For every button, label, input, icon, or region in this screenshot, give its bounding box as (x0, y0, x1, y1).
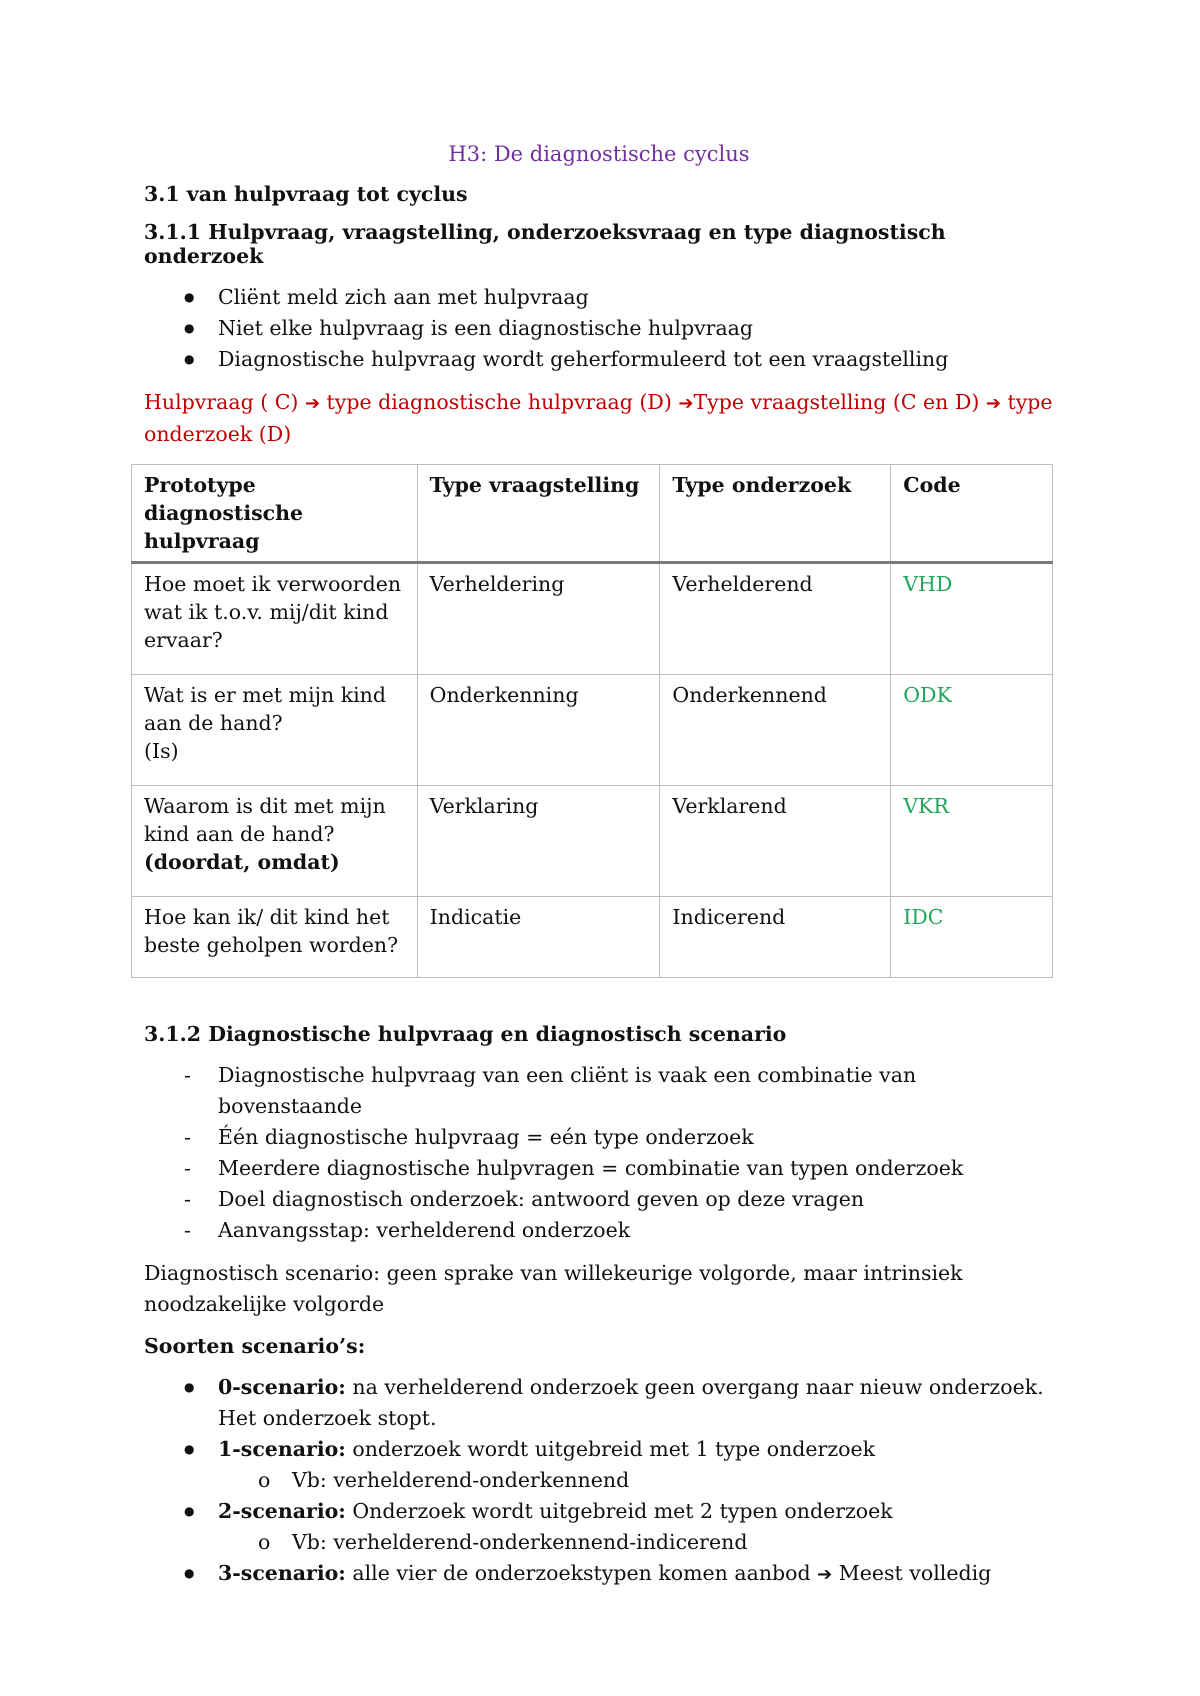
scenario-text: onderzoek wordt uitgebreid met 1 type onderzoek (345, 1437, 876, 1461)
section-heading-3-1-1: 3.1.1 Hulpvraag, vraagstelling, onderzoeksvraag en type diagnostisch onderzoek (144, 220, 946, 268)
list-item (144, 1558, 1054, 1590)
list-item: ● Niet elke hulpvraag is een diagnostische hulpvraag (144, 313, 1054, 344)
code-cell: VHD (891, 563, 1053, 675)
dash-list (144, 1060, 1054, 1246)
list-item (144, 1496, 1054, 1527)
question-text: Hoe moet ik verwoorden wat ik t.o.v. mij/dit kind ervaar? (144, 572, 402, 652)
flow-line (144, 387, 1054, 450)
scenario-text: na verhelderend onderzoek geen overgang naar nieuw onderzoek. Het onderzoek stopt. (218, 1375, 1044, 1430)
page-title: H3: De diagnostische cyclus (448, 142, 750, 166)
bullet-list-hulpvraag (144, 282, 1054, 375)
list-item: - Één diagnostische hulpvraag = eén type onderzoek (144, 1122, 1054, 1153)
section-heading-3-1: 3.1 van hulpvraag tot cyclus (144, 182, 468, 206)
table-cell: Onderkenning (417, 675, 660, 786)
question-text: Waarom is dit met mijn kind aan de hand? (144, 794, 386, 846)
code-cell: VKR (891, 786, 1053, 897)
flow-part: type diagnostische hulpvraag (D) (320, 390, 679, 414)
table-cell: Verklarend (660, 786, 891, 897)
list-item: ● Cliënt meld zich aan met hulpvraag (144, 282, 1054, 313)
table-cell: Indicatie (417, 897, 660, 978)
arrow-right-icon: ➔ (817, 1564, 833, 1585)
table-cell: Verklaring (417, 786, 660, 897)
flow-part: type onderzoek (D) (144, 390, 1053, 446)
question-text: Wat is er met mijn kind aan de hand? (144, 683, 387, 735)
scenario-list (144, 1496, 1054, 1527)
column-header: Type vraagstelling (417, 465, 660, 563)
list-item: ● Diagnostische hulpvraag wordt geherformuleerd tot een vraagstelling (144, 344, 1054, 375)
list-item: - Aanvangsstap: verhelderend onderzoek (144, 1215, 1054, 1246)
table-row (132, 563, 1053, 675)
code-cell: ODK (891, 675, 1053, 786)
scenario-text: Onderzoek wordt uitgebreid met 2 typen onderzoek (345, 1499, 893, 1523)
list-item: - Meerdere diagnostische hulpvragen = combinatie van typen onderzoek (144, 1153, 1054, 1184)
scenario-label: 3-scenario: (218, 1561, 346, 1585)
sub-list-item: o Vb: verhelderend-onderkennend (144, 1465, 1054, 1496)
column-header: Type onderzoek (660, 465, 891, 563)
arrow-right-icon: ➔ (304, 393, 321, 414)
scenario-label: 2-scenario: (218, 1499, 346, 1523)
table-row (132, 786, 1053, 897)
list-item: - Doel diagnostisch onderzoek: antwoord geven op deze vragen (144, 1184, 1054, 1215)
soorten-heading: Soorten scenario’s: (144, 1334, 366, 1358)
arrow-right-icon: ➔ (678, 393, 694, 414)
table-cell: Verheldering (417, 563, 660, 675)
table-cell: Onderkennend (660, 675, 891, 786)
sub-list (144, 1465, 1054, 1496)
code-cell: IDC (891, 897, 1053, 978)
scenario-label: 0-scenario: (218, 1375, 346, 1399)
column-header: Prototype diagnostische hulpvraag (132, 465, 418, 563)
list-item (144, 1372, 1054, 1434)
sub-list (144, 1527, 1054, 1558)
question-extra: (Is) (144, 739, 179, 763)
page-content (144, 142, 1054, 1590)
flow-part: Hulpvraag ( C) (144, 390, 305, 414)
table-cell (132, 563, 418, 675)
question-text: Hoe kan ik/ dit kind het beste geholpen worden? (144, 905, 399, 957)
scenario-list (144, 1372, 1054, 1465)
table-cell (132, 897, 418, 978)
table-row (132, 897, 1053, 978)
table-cell (132, 786, 418, 897)
table-cell: Verhelderend (660, 563, 891, 675)
section-heading-3-1-2: 3.1.2 Diagnostische hulpvraag en diagnostisch scenario (144, 1022, 787, 1046)
table-cell: Indicerend (660, 897, 891, 978)
sub-list-item: o Vb: verhelderend-onderkennend-indicerend (144, 1527, 1054, 1558)
scenario-tail: Meest volledig (832, 1561, 992, 1585)
table-header-row (132, 465, 1053, 563)
list-item: - Diagnostische hulpvraag van een cliënt is vaak een combinatie van bovenstaande (144, 1060, 1054, 1122)
diagnostic-types-table (131, 464, 1053, 978)
table-cell (132, 675, 418, 786)
arrow-right-icon: ➔ (985, 393, 1001, 414)
scenario-text: alle vier de onderzoekstypen komen aanbod (345, 1561, 818, 1585)
scenario-list (144, 1558, 1054, 1590)
flow-part: Type vraagstelling (C en D) (693, 390, 986, 414)
list-item (144, 1434, 1054, 1465)
table-row (132, 675, 1053, 786)
question-extra: (doordat, omdat) (144, 850, 340, 874)
scenario-label: 1-scenario: (218, 1437, 346, 1461)
scenario-paragraph: Diagnostisch scenario: geen sprake van willekeurige volgorde, maar intrinsiek noodzakelijke volgorde (144, 1261, 963, 1316)
column-header: Code (891, 465, 1053, 563)
